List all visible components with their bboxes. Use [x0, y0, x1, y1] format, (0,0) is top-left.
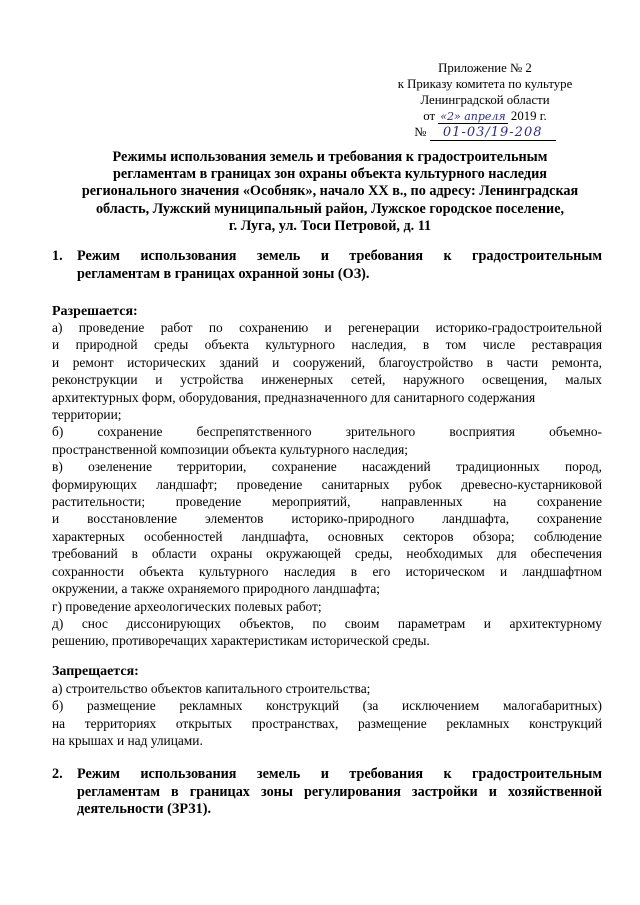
allowed-item-line: решению, противоречащих характеристикам исторической среды. [52, 633, 430, 649]
approval-block [370, 60, 600, 141]
section-2-heading-line: регламентам в границах зоны регулирования застройки и хозяйственной [77, 783, 602, 800]
allowed-item-line: г) проведение археологических полевых работ; [52, 598, 322, 614]
title-line: регионального значения «Особняк», начало XX в., по адресу: Ленинградская [81, 183, 579, 200]
allowed-item-line: реконструкции и устройства инженерных сетей, наружного освещения, малых [52, 372, 602, 388]
approval-line-1: Приложение № 2 [438, 61, 532, 75]
forbidden-item-line: б) размещение рекламных конструкций (за исключением малогабаритных) [52, 698, 602, 714]
date-suffix: 2019 г. [510, 109, 547, 123]
section-2-heading-line: деятельности (ЗРЗ1). [77, 801, 212, 817]
allowed-item-line: и ремонт исторических зданий и сооружений, благоустройство в части ремонта, [52, 354, 602, 370]
section-1-heading [52, 248, 602, 284]
allowed-item-line: д) снос диссонирующих объектов, по своим параметрам и архитектурному [52, 615, 602, 631]
section-1-heading-line: регламентам в границах охранной зоны (ОЗ). [77, 265, 370, 282]
section-2-heading-line: Режим использования земель и требования к градостроительным [77, 766, 602, 782]
handwritten-date: «2» апреля [440, 110, 506, 123]
forbidden-item-line: а) строительство объектов капитального строительства; [52, 681, 371, 696]
allowed-item-line: формирующих ландшафт; проведение санитарных рубок древесно-кустарниковой [52, 476, 602, 492]
forbidden-item-line: на территориях открытых пространствах, размещение рекламных конструкций [52, 715, 602, 731]
allowed-item-line: характерных особенностей ландшафта, основных секторов обзора; соблюдение [52, 528, 602, 544]
allowed-list [52, 319, 602, 650]
title-line: г. Луга, ул. Тоси Петровой, д. 11 [228, 217, 432, 234]
document-title [56, 149, 604, 235]
approval-line-2: к Приказу комитета по культуре [397, 77, 573, 91]
allowed-item-line: архитектурных форм, оборудования, предназначенного для санитарного содержания [52, 389, 536, 405]
section-2-number: 2. [52, 766, 63, 782]
section-2-heading [52, 766, 602, 820]
forbidden-list [52, 680, 602, 750]
forbidden-item-line: на крышах и над улицами. [52, 733, 203, 749]
allowed-label: Разрешается: [52, 304, 138, 319]
date-prefix: от [423, 109, 436, 123]
allowed-item-line: пространственной композиции объекта культурного наследия; [52, 441, 408, 457]
title-line: Режимы использования земель и требования к градостроительным [112, 149, 548, 165]
number-prefix: № [414, 125, 427, 139]
approval-number-line [370, 124, 600, 141]
allowed-item-line: и восстановление элементов историко-природного ландшафта, сохранение [52, 511, 602, 527]
allowed-item-line: территории; [52, 407, 122, 423]
title-line: область, Лужский муниципальный район, Лужское городское поселение, [95, 200, 565, 217]
section-1-number: 1. [52, 248, 63, 264]
forbidden-label: Запрещается: [52, 664, 139, 679]
allowed-item-line: б) сохранение беспрепятственного зрительного восприятия объемно- [52, 424, 602, 440]
allowed-item-line: в) озеленение территории, сохранение насаждений традиционных пород, [52, 459, 602, 475]
allowed-item-line: окружении, а также охраняемого природного ландшафта; [52, 581, 381, 597]
approval-line-3: Ленинградской области [420, 93, 550, 107]
approval-date-line [370, 108, 600, 124]
section-1-heading-line: Режим использования земель и требования к градостроительным [77, 248, 602, 264]
allowed-item-line: растительности; проведение мероприятий, направленных на сохранение [52, 494, 602, 510]
allowed-item-line: и природной среды объекта культурного наследия, в том числе реставрация [52, 337, 602, 353]
title-line: регламентам в границах зон охраны объекта культурного наследия [113, 166, 547, 183]
allowed-item-line: сохранности объекта культурного наследия в его историческом и ландшафтном [52, 563, 602, 579]
allowed-item-line: требований в области охраны окружающей среды, необходимых для обеспечения [52, 546, 602, 562]
allowed-item-line: а) проведение работ по сохранению и регенерации историко-градостроительной [52, 320, 602, 335]
handwritten-number: 01-03/19-208 [430, 126, 556, 141]
